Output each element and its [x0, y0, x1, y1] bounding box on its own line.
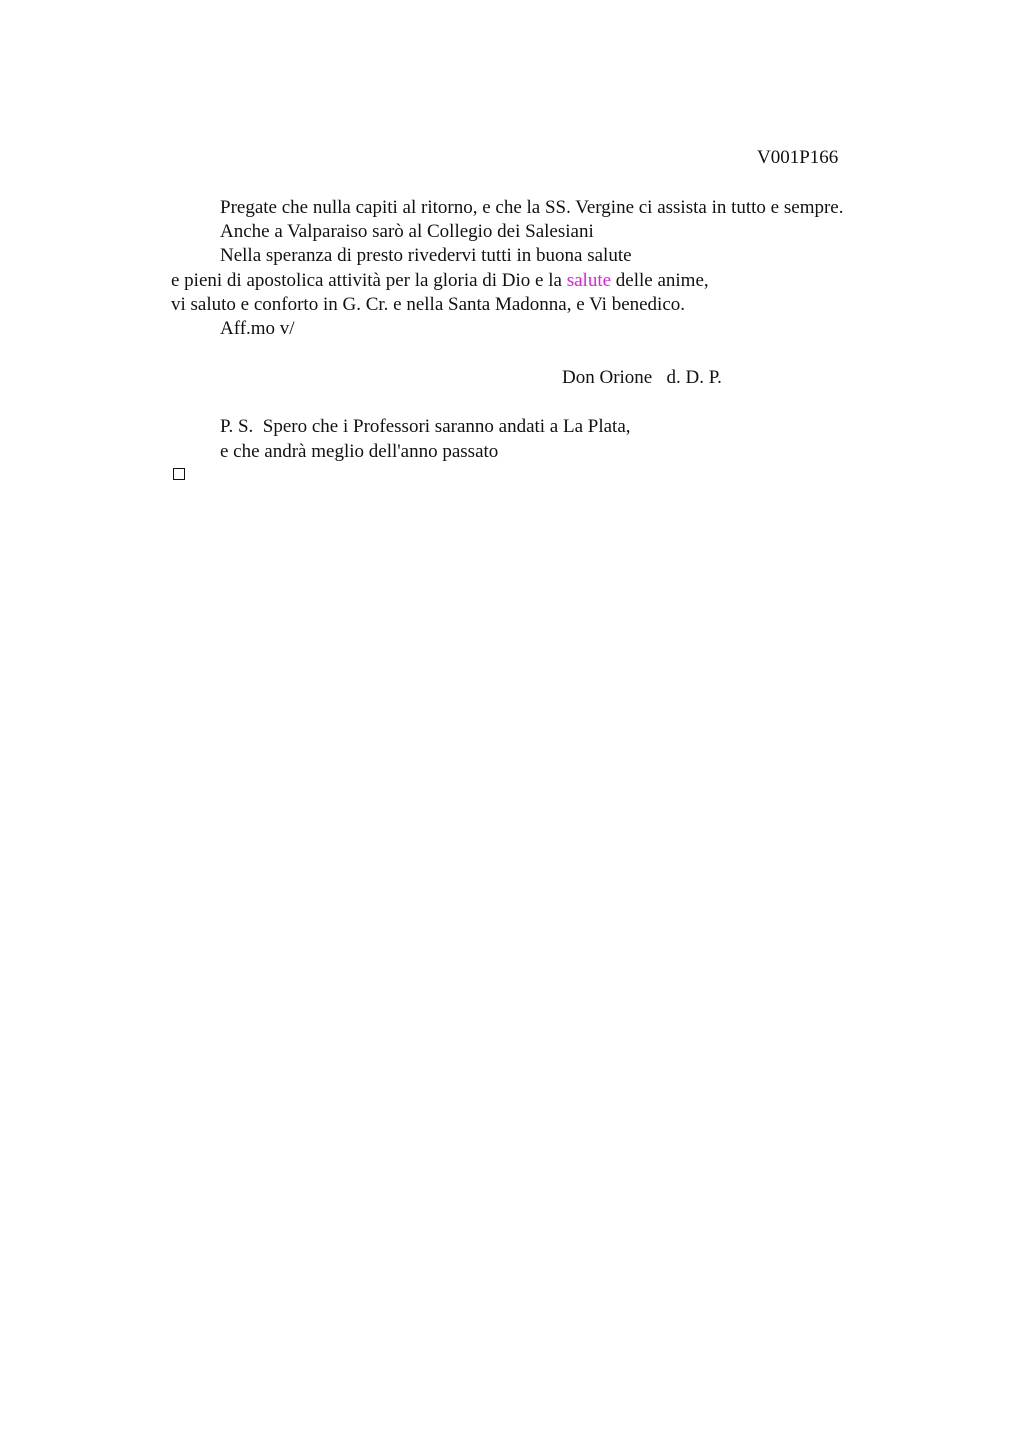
- body-line-4-after: delle anime,: [611, 270, 709, 291]
- body-line-3: Nella speranza di presto rivedervi tutti in buona salute: [220, 245, 632, 266]
- body-line-5: vi saluto e conforto in G. Cr. e nella Santa Madonna, e Vi benedico.: [171, 294, 686, 315]
- closing-line: Aff.mo v/: [220, 318, 295, 339]
- checkbox-icon: [173, 468, 185, 480]
- signature: Don Orione d. D. P.: [562, 367, 722, 388]
- postscript-line-1: P. S. Spero che i Professori saranno andati a La Plata,: [220, 416, 631, 437]
- document-reference: V001P166: [757, 147, 839, 168]
- body-line-2: Anche a Valparaiso sarò al Collegio dei Salesiani: [220, 221, 594, 242]
- body-line-4: [171, 269, 709, 293]
- postscript-line-2: e che andrà meglio dell'anno passato: [220, 441, 499, 462]
- highlighted-word: salute: [566, 270, 612, 291]
- body-line-4-before: e pieni di apostolica attività per la gloria di Dio e la: [171, 270, 567, 291]
- body-line-1: Pregate che nulla capiti al ritorno, e che la SS. Vergine ci assista in tutto e sempre.: [220, 197, 844, 218]
